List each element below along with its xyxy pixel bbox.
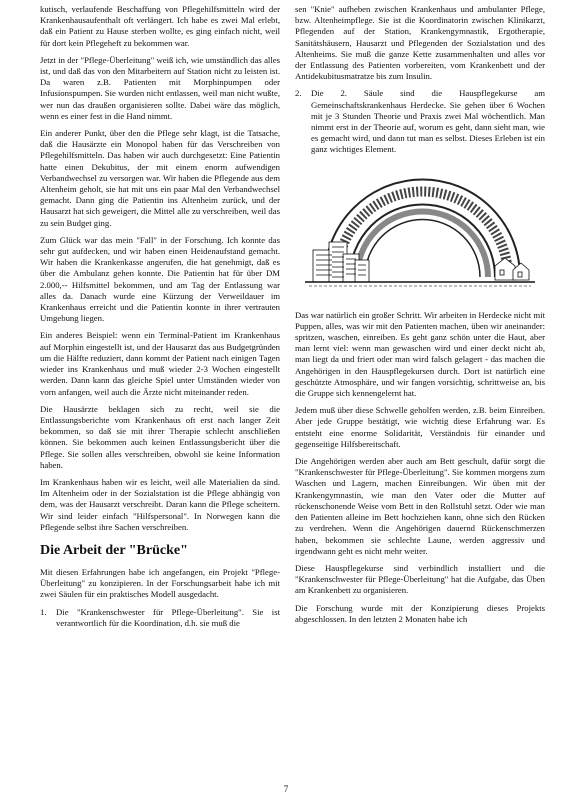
list-text: Die "Krankenschwester für Pflege-Überleitung". Sie ist verantwortlich für die Koordination, d.h. sie muß die — [56, 606, 280, 628]
list-item — [295, 88, 545, 155]
paragraph: Mit diesen Erfahrungen habe ich angefangen, ein Projekt "Pflege-Überleitung" zu konzipieren. In der Forschungsarbeit habe ich mit zwei Säulen für ein praktisches Modell ausgedacht. — [40, 566, 280, 600]
page-number: 7 — [283, 784, 289, 794]
list-text: Die 2. Säule sind die Hauspflegekurse am Gemeinschaftskrankenhaus Herdecke. Sie gehen über 6 Wochen mit je 3 Stunden Theorie und Praxis zwei Mal wöchentlich. Man nimmt erst in der Theorie auf, worum es geht, dann sieht man, wie es gemacht wird, und dann tut man es selbst. Dieses Erleben ist ein ganz wichtiges Element. — [311, 88, 545, 155]
list-number: 2. — [295, 88, 302, 99]
list-number: 1. — [40, 606, 47, 617]
list-item — [40, 607, 280, 629]
rainbow-bridge-drawing — [295, 162, 545, 302]
left-column — [40, 4, 280, 635]
paragraph: Im Krankenhaus haben wir es leicht, weil alle Materialien da sind. Im Altenheim oder in der Sozialstation ist die Pflege abhängig von dem, was der Hausarzt verschreibt. Daran kann die Pflege scheitern. Wir sind leider einfach "Hilfspersonal". In Norwegen kann die Pflegende selbst ihre Sachen verschreiben. — [40, 476, 280, 532]
paragraph: Das war natürlich ein großer Schritt. Wir arbeiten in Herdecke nicht mit Puppen, alles, was wir mit den Patienten machen, üben wir aneinander: spritzen, waschen, einreiben. Es geht ganz schön unter die Haut, aber man lernt viel: wenn man gewaschen wird und einer deckt nicht ab, man liegt da und friert oder man wird falsch gelagert - das machen die Angehörigen in den Hauspflegekursen durch. Dort ist natürlich eine geschützte Atmosphäre, und wir fangen vorsichtig, schrittweise an, bis die Gruppe sich kennengelernt hat. — [295, 309, 545, 399]
paragraph: Ein anderes Beispiel: wenn ein Terminal-Patient im Krankenhaus auf Morphin eingestellt ist, und der Hausarzt das aus Budgetgründen um die Hälfte reduziert, dann kommt der Patient nach einigen Tagen wieder ins Krankenhaus und muß wieder 2-3 Wochen eingestellt werden. Dann kann das gleiche Spiel unter Umständen wieder von vorn anfangen, weil auch die Ärzte nicht miteinander reden. — [40, 330, 280, 397]
paragraph: sen "Knie" aufheben zwischen Krankenhaus und ambulanter Pflege, bzw. Altenheimpflege. Sie ist die Koordinatorin zwischen Klinikarzt, Pflegenden auf der Station, Krankengymnastik, Ergotherapie, Sanitätshäusern, Hausarzt und Pflegenden der Sozialstation und des Altenheims. Sie muß die ganze Kette zusammenhalten und alles vor der Entlassung des Patienten vorbereiten, vom Krankenbett und der Antidekubitusmatratze bis zum Insulin. — [295, 4, 545, 82]
paragraph: Jetzt in der "Pflege-Überleitung" weiß ich, wie umständlich das alles ist, und daß das von den Mitarbeitern auf Station nicht zu leisten ist. Da waren z.B. Patienten mit Morphinpumpen oder Infusionspumpen. Sie wurden nicht entlassen, weil man nicht wußte, wer nun das draußen organisieren sollte. Dabei wäre das möglich, wenn es einer fest in die Hand nimmt. — [40, 54, 280, 121]
paragraph: Zum Glück war das mein "Fall" in der Forschung. Ich konnte das sehr gut aufdecken, und wir haben einen Heidenaufstand gemacht. Wir haben die Krankenkasse angerufen, die hat genehmigt, daß es über die Ambulanz gehen konnte. Die Patientin hat für über DM 2.000,-- Hilfsmittel bekommen, und am Tag der Entlassung war alles da. Danach wurde eine Kürzung der Verweildauer im Krankenhaus erreicht und die Patientin konnte in ihrer vertrauten Umgebung liegen. — [40, 234, 280, 324]
paragraph: Die Angehörigen werden aber auch am Bett geschult, dafür sorgt die "Krankenschwester für Pflege-Überleitung". Sie kommen morgens zum Waschen und Lagern, machen Einreibungen. Wir üben mit der Krankengymnastin, wie man den Vater oder die Mutter auf rückenschonende Weise vom Bett in den Rollstuhl setzt. Oder wie man den Patienten alleine im Bett hochziehen kann, ohne sich den Rücken zu verdrehen. Wenn die Angehörigen dauernd Rückenschmerzen haben, bekommen sie schlechte Laune, werden aggressiv und irgendwann geht es nicht mehr weiter. — [295, 456, 545, 556]
right-column — [295, 4, 545, 631]
paragraph: Die Hausärzte beklagen sich zu recht, weil sie die Entlassungsberichte vom Krankenhaus oft erst nach langer Zeit bekommen, so daß sie mit ihrer Therapie schlecht anschließen können. Sie bekommen auch keinen Entlassungsbericht über die Pflege. Sie sollen alles verschreiben, obwohl sie keine Information haben. — [40, 403, 280, 470]
paragraph: Diese Hauspflegekurse sind verbindlich installiert und die "Krankenschwester für Pflege-Überleitung" hat die Aufgabe, das Üben am Krankenbett zu organisieren. — [295, 562, 545, 596]
paragraph: Ein anderer Punkt, über den die Pflege sehr klagt, ist die Tatsache, daß die Hausärzte ein Monopol haben für das Verschreiben von Pflegehilfsmitteln. Das haben wir auch durchgesetzt: Eine Patientin hatte einen Dekubitus, der mit einem enorm aufwendigen Verbandwechsel zu versorgen war. Wir haben die Pflegende aus dem Altenheim geholt, sie hat mit uns ein paar Mal den Verbandwechsel gemacht. Dann ging die Patientin ins Altenheim zurück, und der Hausarzt hat sich geweigert, die Mittel alle zu verschreiben, weil das zu sein Budget ging. — [40, 128, 280, 228]
section-heading: Die Arbeit der "Brücke" — [40, 542, 188, 558]
paragraph: Jedem muß über diese Schwelle geholfen werden, z.B. beim Einreiben. Aber jede Gruppe bestätigt, wie wichtig diese Erfahrung war. Es entsteht eine enorme Solidarität, Verständnis für einander und gegenseitige Hilfsbereitschaft. — [295, 405, 545, 449]
paragraph: kutisch, verlaufende Beschaffung von Pflegehilfsmitteln wird der Krankenhausaufenthalt oft verlängert. Ich habe es zwei Mal erlebt, daß ein Patient zu Hause sterben wollte, es ging einfach nicht, weil für dort kein Pflegeheft zu bekommen war. — [40, 4, 280, 48]
paragraph: Die Forschung wurde mit der Konzipierung dieses Projekts abgeschlossen. In den letzten 2 Monaten habe ich — [295, 602, 545, 624]
bridge-illustration — [295, 162, 545, 302]
